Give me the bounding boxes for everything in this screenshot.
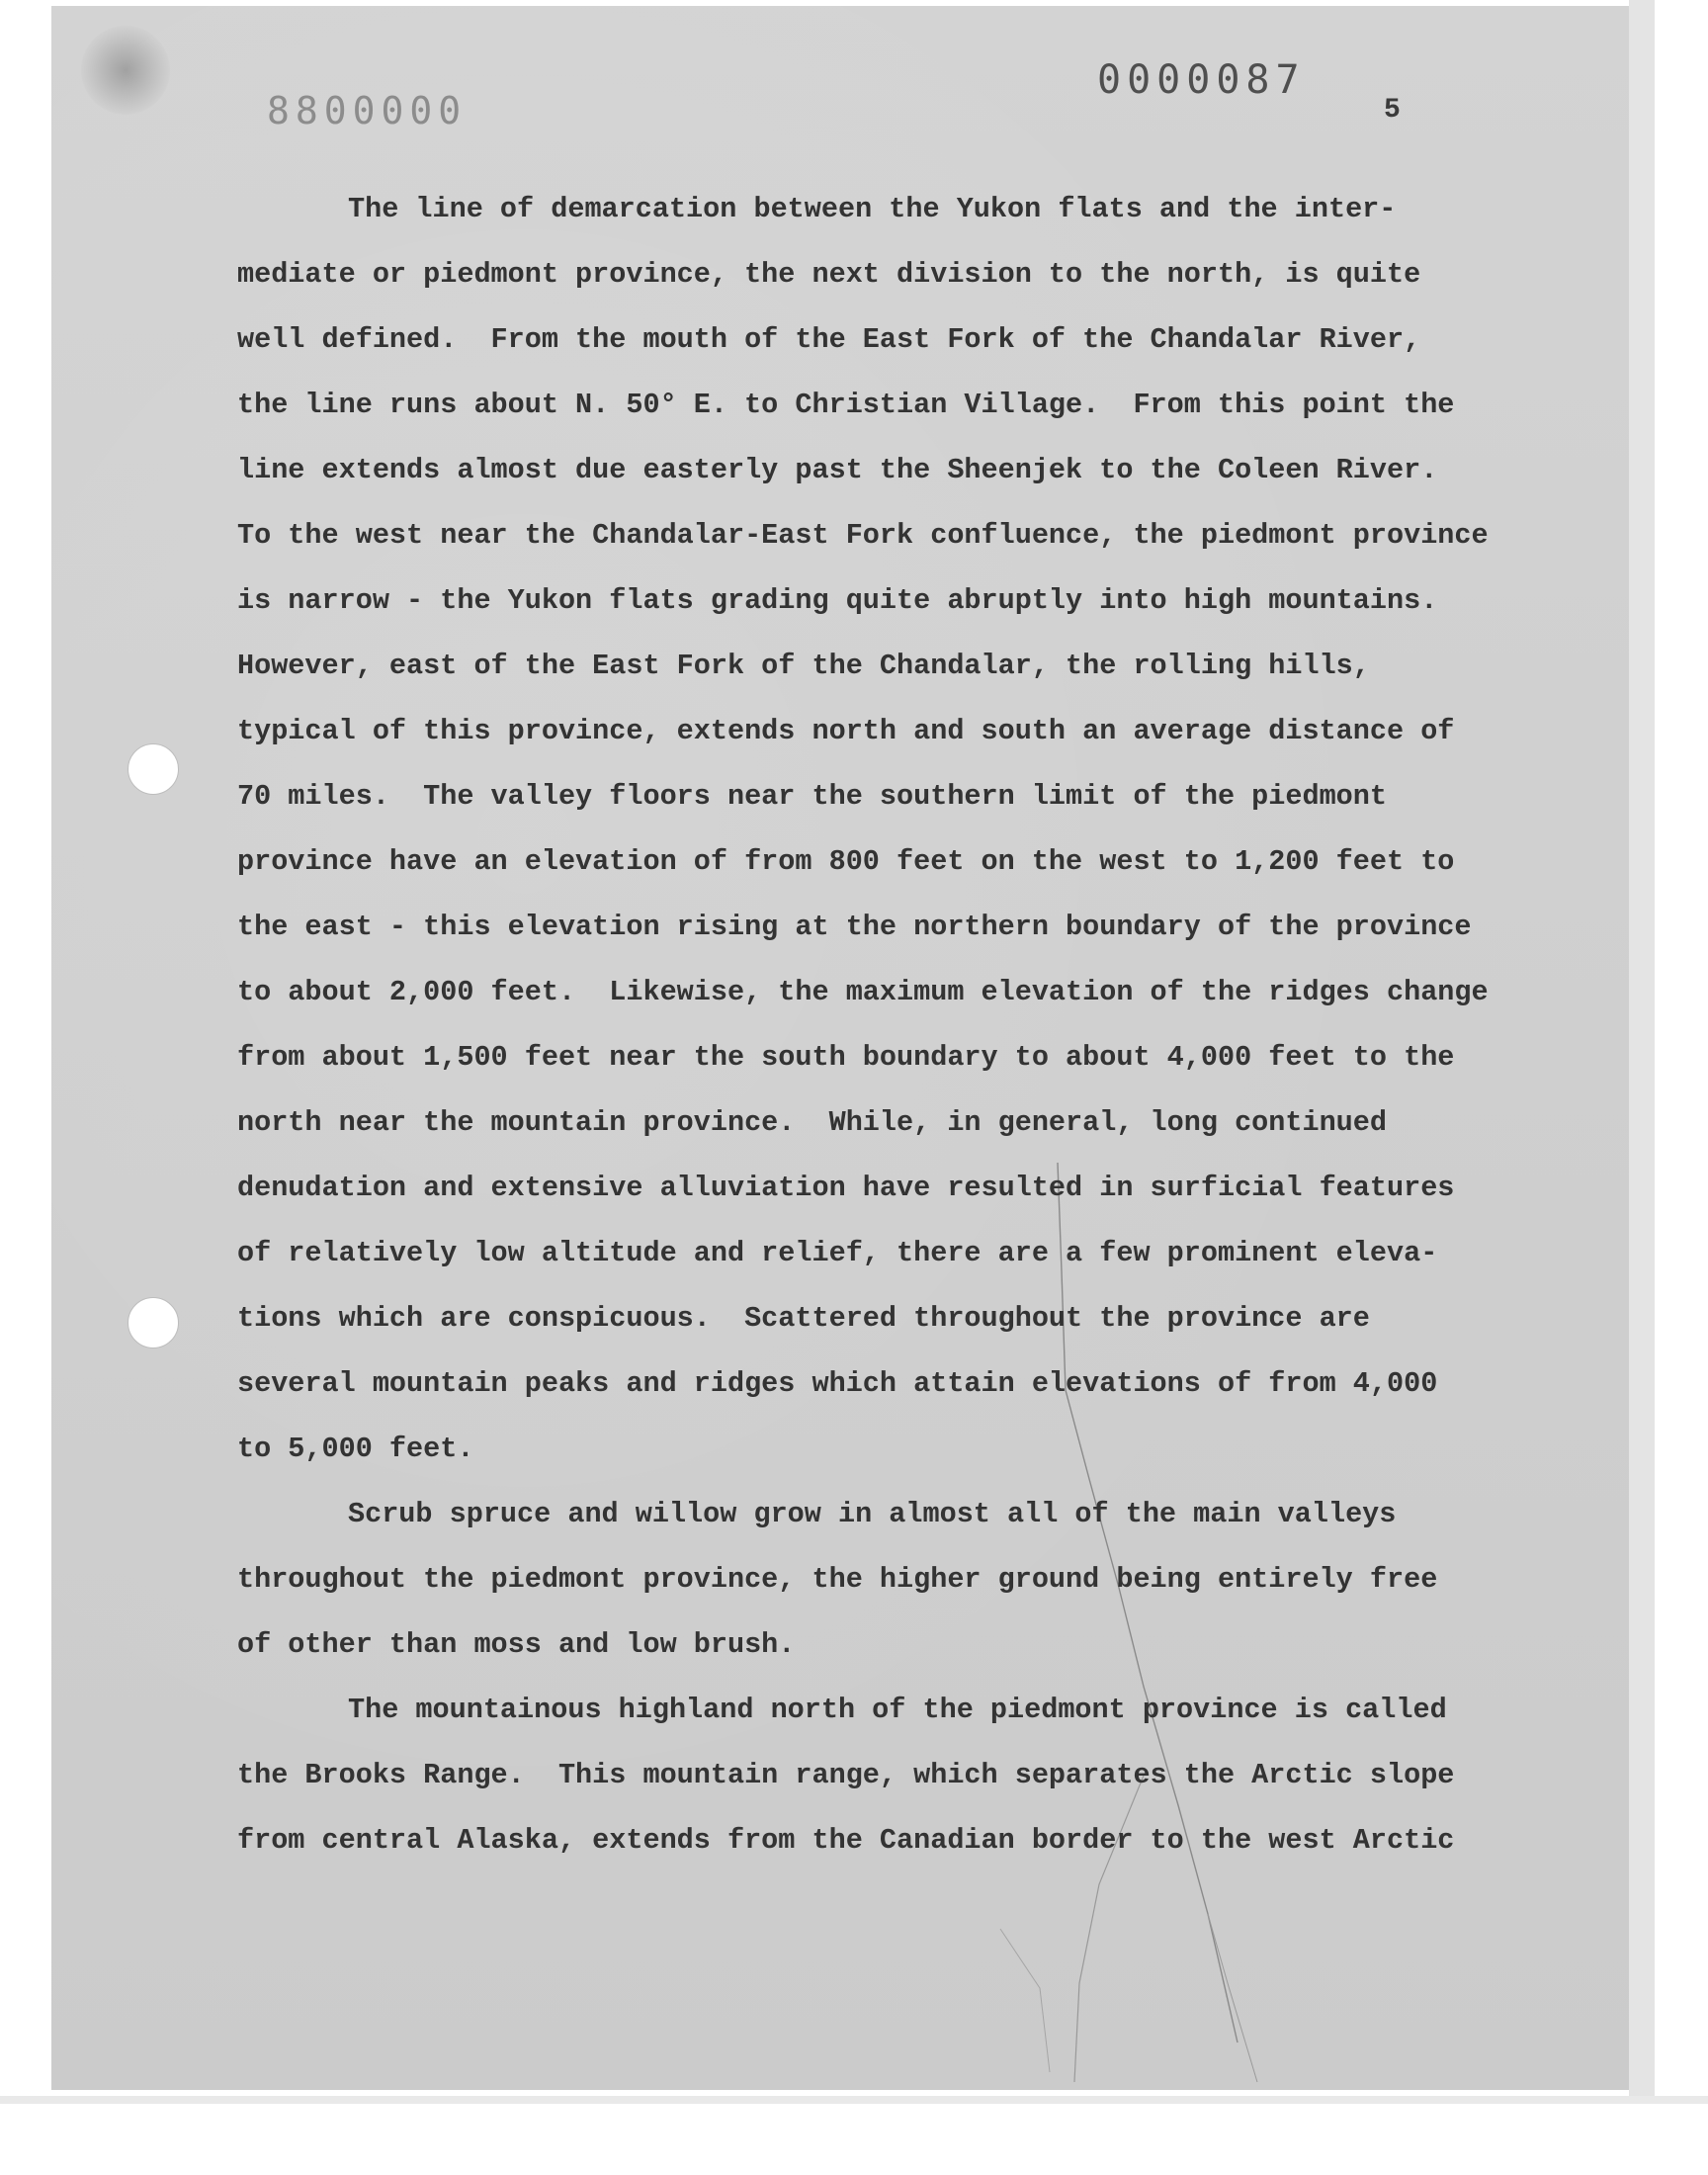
- text-line: the line runs about N. 50° E. to Christian Village. From this point the: [237, 389, 1455, 421]
- text-line: to 5,000 feet.: [237, 1433, 474, 1465]
- text-line: However, east of the East Fork of the Chandalar, the rolling hills,: [237, 650, 1370, 682]
- text-line: of other than moss and low brush.: [237, 1628, 796, 1661]
- text-line: province have an elevation of from 800 feet on the west to 1,200 feet to: [237, 845, 1455, 878]
- text-line: from about 1,500 feet near the south boundary to about 4,000 feet to the: [237, 1041, 1455, 1074]
- text-line: Scrub spruce and willow grow in almost all of the main valleys: [348, 1498, 1397, 1530]
- text-line: The mountainous highland north of the piedmont province is called: [348, 1694, 1447, 1726]
- stamp-number-left: 8800000: [267, 89, 468, 132]
- text-line: several mountain peaks and ridges which attain elevations of from 4,000: [237, 1367, 1438, 1400]
- text-line: to about 2,000 feet. Likewise, the maximum elevation of the ridges change: [237, 976, 1489, 1008]
- text-line: the Brooks Range. This mountain range, which separates the Arctic slope: [237, 1759, 1455, 1791]
- text-line: of relatively low altitude and relief, there are a few prominent eleva-: [237, 1237, 1438, 1269]
- text-line: throughout the piedmont province, the higher ground being entirely free: [237, 1563, 1438, 1596]
- stamp-number-right: 0000087: [1097, 57, 1306, 103]
- text-line: 70 miles. The valley floors near the southern limit of the piedmont: [237, 780, 1387, 813]
- binder-punch-hole-lower: [128, 1297, 179, 1348]
- text-line: To the west near the Chandalar-East Fork confluence, the piedmont province: [237, 519, 1489, 552]
- text-line: well defined. From the mouth of the East Fork of the Chandalar River,: [237, 323, 1421, 356]
- text-line: line extends almost due easterly past the Sheenjek to the Coleen River.: [237, 454, 1438, 486]
- text-line: is narrow - the Yukon flats grading quite abruptly into high mountains.: [237, 584, 1438, 617]
- text-line: mediate or piedmont province, the next division to the north, is quite: [237, 258, 1421, 291]
- text-line: from central Alaska, extends from the Canadian border to the west Arctic: [237, 1824, 1455, 1857]
- text-line: the east - this elevation rising at the northern boundary of the province: [237, 911, 1472, 943]
- text-line: tions which are conspicuous. Scattered throughout the province are: [237, 1302, 1370, 1335]
- page-number: 5: [1384, 95, 1401, 126]
- binder-punch-hole-upper: [128, 743, 179, 795]
- scan-border: [0, 2096, 1708, 2104]
- corner-smudge: [81, 26, 170, 115]
- paper-edge: [1629, 0, 1655, 2101]
- text-line: typical of this province, extends north and south an average distance of: [237, 715, 1455, 747]
- text-line: denudation and extensive alluviation have resulted in surficial features: [237, 1172, 1455, 1204]
- text-line: north near the mountain province. While, in general, long continued: [237, 1106, 1387, 1139]
- text-line: The line of demarcation between the Yukon flats and the inter-: [348, 193, 1397, 225]
